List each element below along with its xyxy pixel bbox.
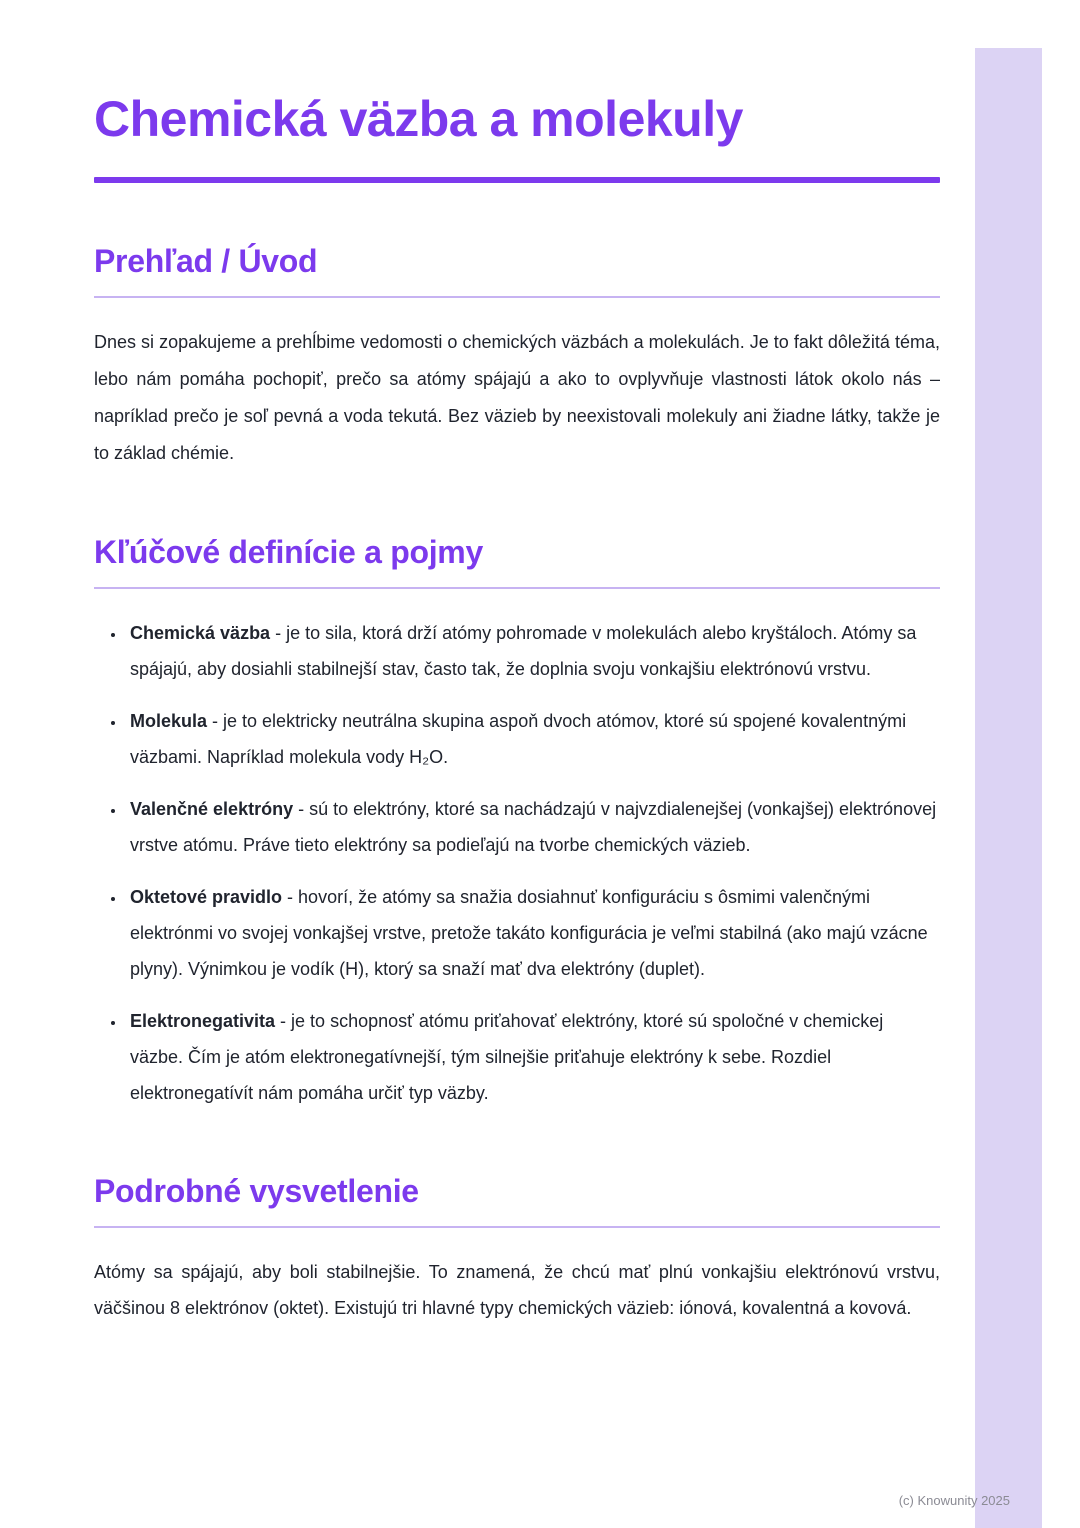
definitions-heading: Kľúčové definície a pojmy — [94, 533, 483, 570]
explanation-divider — [94, 1226, 940, 1228]
title-divider — [94, 177, 940, 183]
overview-divider — [94, 296, 940, 298]
list-item-molekula — [126, 703, 940, 775]
section-definitions — [94, 534, 940, 1111]
page-title: Chemická väzba a molekuly — [94, 91, 743, 147]
section-explanation — [94, 1173, 940, 1328]
definition-text: - je to schopnosť atómu priťahovať elektróny, ktoré sú spoločné v chemickej väzbe. Čím je atóm elektronegatívnejší, tým silnejšie priťahuje elektróny k sebe. Rozdiel elektronegatívít nám pomáha určiť typ väzby. — [130, 1010, 884, 1103]
list-item-oktetove-pravidlo — [126, 879, 940, 987]
definition-text: - je to elektricky neutrálna skupina aspoň dvoch atómov, ktoré sú spojené kovalentnými väzbami. Napríklad molekula vody H₂O. — [130, 710, 907, 767]
section-overview — [94, 243, 940, 472]
document-content — [94, 0, 940, 1389]
definitions-list — [94, 615, 940, 1111]
footer-copyright: (c) Knowunity 2025 — [898, 1493, 1010, 1508]
list-item-chemicka-vazba — [126, 615, 940, 687]
list-item-elektronegativita — [126, 1003, 940, 1111]
explanation-paragraph: Atómy sa spájajú, aby boli stabilnejšie. To znamená, že chcú mať plnú vonkajšiu elektrónovú vrstvu, väčšinou 8 elektrónov (oktet). Existujú tri hlavné typy chemických väzieb: iónová, kovalentná a kovová. — [94, 1261, 940, 1319]
definition-text: - je to sila, ktorá drží atómy pohromade v molekulách alebo kryštáloch. Atómy sa spájajú, aby dosiahli stabilnejší stav, často tak, že doplnia svoju vonkajšiu elektrónovú vrstvu. — [130, 622, 917, 679]
page-margin-strip — [975, 48, 1042, 1528]
list-item-valencne-elektrony — [126, 791, 940, 863]
definition-text: - sú to elektróny, ktoré sa nachádzajú v najvzdialenejšej (vonkajšej) elektrónovej vrstve atómu. Práve tieto elektróny sa podieľajú na tvorbe chemických väzieb. — [130, 798, 937, 855]
definition-term: Molekula — [130, 710, 208, 731]
definition-term: Valenčné elektróny — [130, 798, 294, 819]
definitions-divider — [94, 587, 940, 589]
overview-heading: Prehľad / Úvod — [94, 243, 318, 279]
definition-text: - hovorí, že atómy sa snažia dosiahnuť konfiguráciu s ôsmimi valenčnými elektrónmi vo svojej vonkajšej vrstve, pretože takáto konfigurácia je veľmi stabilná (ako majú vzácne plyny). Výnimkou je vodík (H), ktorý sa snaží mať dva elektróny (duplet). — [130, 886, 928, 979]
definition-term: Oktetové pravidlo — [130, 886, 283, 907]
overview-paragraph: Dnes si zopakujeme a prehĺbime vedomosti o chemických väzbách a molekulách. Je to fakt dôležitá téma, lebo nám pomáha pochopiť, prečo sa atómy spájajú a ako to ovplyvňuje vlastnosti látok okolo nás – napríklad prečo je soľ pevná a voda tekutá. Bez väzieb by neexistovali molekuly ani žiadne látky, takže je to základ chémie. — [94, 332, 940, 463]
definition-term: Elektronegativita — [130, 1010, 276, 1031]
explanation-heading: Podrobné vysvetlenie — [94, 1172, 419, 1209]
definition-term: Chemická väzba — [130, 622, 271, 643]
